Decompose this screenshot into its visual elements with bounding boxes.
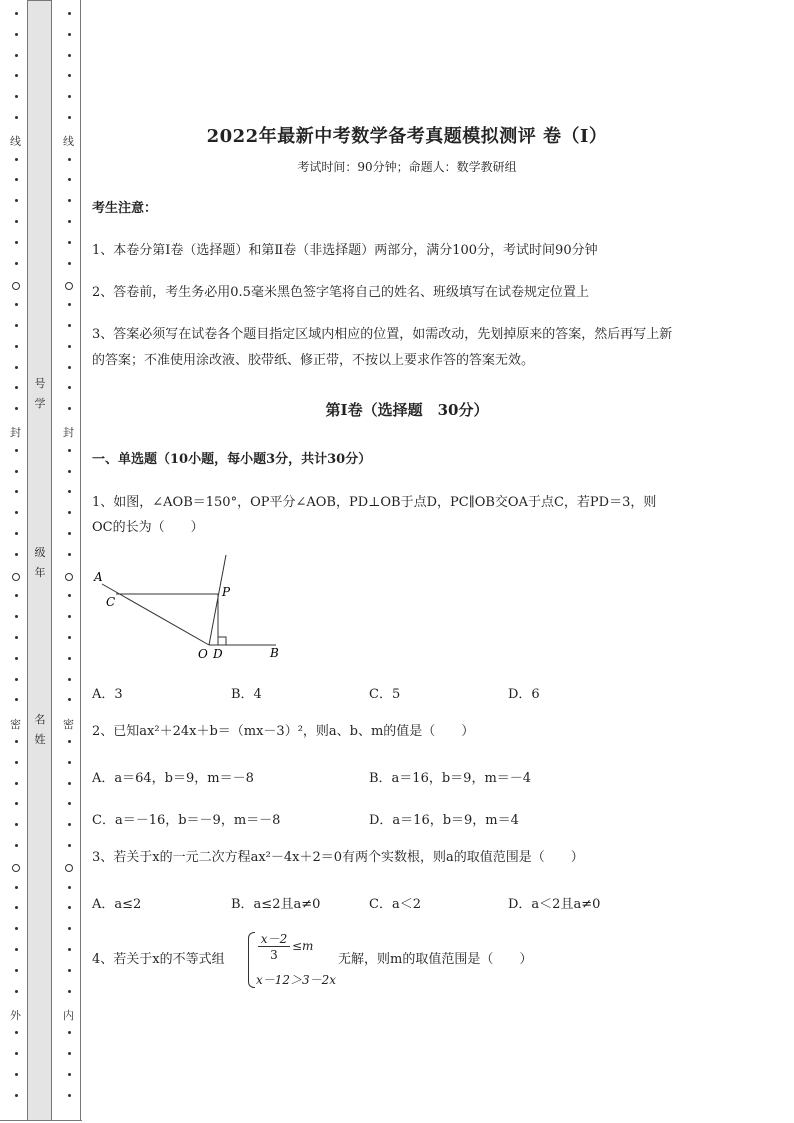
binding-dot: [68, 1073, 71, 1076]
binding-dot: [68, 553, 71, 556]
field-student-number: 号 学: [34, 377, 46, 410]
binding-dot: [15, 636, 18, 639]
notice-heading: 考生注意：: [92, 201, 158, 216]
margin-bottom-rule: [0, 1120, 82, 1121]
ineq1-rhs: ≤m: [292, 939, 314, 953]
binding-dot: [68, 678, 71, 681]
binding-dot: [15, 761, 18, 764]
binding-dot: [68, 1052, 71, 1055]
binding-dot: [68, 657, 71, 660]
q2-option-a[interactable]: A．a＝64，b＝9，m＝－8: [92, 771, 254, 786]
binding-dot: [15, 345, 18, 348]
q1-option-d[interactable]: D．6: [508, 687, 540, 702]
label-p: P: [222, 585, 231, 599]
notice-item-2: 2、答卷前，考生务必用0.5毫米黑色签字笔将自己的姓名、班级填写在试卷规定位置上: [92, 285, 589, 300]
notice-item-3a: 3、答案必须写在试卷各个题目指定区域内相应的位置，如需改动，先划掉原来的答案，然后再写上新: [92, 327, 673, 342]
inner-mark-nei: 内: [63, 1009, 74, 1022]
binding-dot: [68, 220, 71, 223]
binding-dot: [15, 740, 18, 743]
binding-dot: [68, 636, 71, 639]
binding-circle: [12, 573, 20, 581]
binding-dot: [68, 345, 71, 348]
binding-dot: [68, 12, 71, 15]
q4-stem-prefix: 4、若关于x的不等式组: [92, 952, 225, 967]
q2-stem: 2、已知ax²＋24x＋b＝（mx－3）²，则a、b、m的值是（ ）: [92, 724, 475, 739]
ineq2: x－12＞3－2x: [256, 973, 337, 987]
inner-mark-feng: 封: [63, 426, 74, 439]
notice-item-3b: 的答案；不准使用涂改液、胶带纸、修正带，不按以上要求作答的答案无效。: [92, 353, 535, 368]
inner-mark-mi: 密: [63, 718, 74, 731]
part-title: 一、单选题（10小题，每小题3分，共计30分）: [92, 452, 372, 467]
ineq1-numerator: x－2: [260, 932, 288, 946]
q3-option-c[interactable]: C．a＜2: [369, 897, 421, 912]
binding-dot: [15, 241, 18, 244]
binding-dot: [15, 158, 18, 161]
binding-dot: [15, 116, 18, 119]
binding-dot: [15, 470, 18, 473]
binding-dot: [15, 782, 18, 785]
binding-dot: [15, 54, 18, 57]
binding-dot: [15, 33, 18, 36]
outer-mark-wai: 外: [10, 1009, 21, 1022]
binding-dot: [68, 262, 71, 265]
q3-option-d[interactable]: D．a＜2且a≠0: [508, 897, 601, 912]
q1-figure: [92, 553, 292, 665]
q3-option-b[interactable]: B．a≤2且a≠0: [231, 897, 321, 912]
binding-dot: [68, 990, 71, 993]
notice-item-1: 1、本卷分第I卷（选择题）和第Ⅱ卷（非选择题）两部分，满分100分，考试时间90分钟: [92, 243, 598, 258]
label-a: A: [94, 570, 103, 584]
binding-dot: [68, 740, 71, 743]
binding-dot: [68, 116, 71, 119]
field-name: 名 姓: [34, 713, 46, 746]
binding-dot: [15, 220, 18, 223]
binding-dot: [15, 553, 18, 556]
binding-dot: [68, 761, 71, 764]
binding-dot: [68, 886, 71, 889]
binding-dot: [68, 948, 71, 951]
binding-dot: [68, 54, 71, 57]
binding-dot: [15, 532, 18, 535]
ineq1-fraction-bar: [258, 946, 290, 947]
binding-dot: [15, 969, 18, 972]
q3-option-a[interactable]: A．a≤2: [92, 897, 142, 912]
binding-dot: [15, 990, 18, 993]
binding-dot: [15, 844, 18, 847]
q4-stem-suffix: 无解，则m的取值范围是（ ）: [338, 952, 533, 967]
binding-circle: [12, 864, 20, 872]
exam-title: 2022年最新中考数学备考真题模拟测评 卷（Ⅰ）: [206, 126, 608, 147]
label-o: O: [198, 647, 208, 661]
binding-dot: [15, 886, 18, 889]
q2-option-b[interactable]: B．a＝16，b＝9，m＝－4: [369, 771, 532, 786]
label-b: B: [270, 646, 279, 660]
ineq1-denominator: 3: [270, 948, 278, 962]
binding-circle: [65, 573, 73, 581]
q1-stem-line2: OC的长为（ ）: [92, 520, 204, 535]
section-title: 第Ⅰ卷（选择题 30分）: [325, 401, 489, 419]
binding-dot: [15, 262, 18, 265]
binding-dot: [15, 324, 18, 327]
binding-dot: [15, 1073, 18, 1076]
binding-dot: [68, 366, 71, 369]
label-d: D: [213, 647, 223, 661]
outer-mark-mi: 密: [10, 718, 21, 731]
q2-option-c[interactable]: C．a＝－16，b＝－9，m＝－8: [92, 813, 281, 828]
q1-option-b[interactable]: B．4: [231, 687, 262, 702]
binding-dot: [68, 782, 71, 785]
binding-dot: [15, 948, 18, 951]
binding-dot: [68, 33, 71, 36]
binding-dot: [15, 678, 18, 681]
outer-mark-feng: 封: [10, 426, 21, 439]
inner-mark-xian: 线: [63, 135, 74, 148]
binding-dot: [68, 241, 71, 244]
label-c: C: [106, 595, 116, 609]
binding-dot: [15, 657, 18, 660]
q1-stem-line1: 1、如图，∠AOB＝150°，OP平分∠AOB，PD⊥OB于点D，PC∥OB交OA于点C，若PD＝3，则: [92, 495, 657, 510]
right-angle-mark: [218, 637, 226, 645]
q2-option-d[interactable]: D．a＝16，b＝9，m＝4: [369, 813, 519, 828]
ray-oa: [102, 584, 209, 645]
binding-dot: [68, 470, 71, 473]
q1-option-c[interactable]: C．5: [369, 687, 401, 702]
binding-dot: [68, 449, 71, 452]
binding-dot: [15, 449, 18, 452]
binding-dot: [68, 844, 71, 847]
binding-circle: [65, 864, 73, 872]
binding-dot: [68, 532, 71, 535]
binding-circle: [65, 282, 73, 290]
system-brace: [248, 932, 255, 988]
binding-dot: [68, 969, 71, 972]
binding-dot: [15, 1094, 18, 1097]
outer-mark-xian: 线: [10, 135, 21, 148]
field-grade: 级 年: [34, 546, 46, 579]
q1-option-a[interactable]: A．3: [92, 687, 123, 702]
binding-dot: [15, 366, 18, 369]
q3-stem: 3、若关于x的一元二次方程ax²－4x＋2＝0有两个实数根，则a的取值范围是（ ）: [92, 850, 584, 865]
binding-circle: [12, 282, 20, 290]
binding-dot: [68, 324, 71, 327]
binding-dot: [68, 158, 71, 161]
binding-dot: [15, 1052, 18, 1055]
binding-dot: [15, 12, 18, 15]
margin-rule: [80, 0, 81, 1121]
binding-dot: [68, 1094, 71, 1097]
exam-subtitle: 考试时间：90分钟；命题人：数学教研组: [297, 160, 517, 174]
